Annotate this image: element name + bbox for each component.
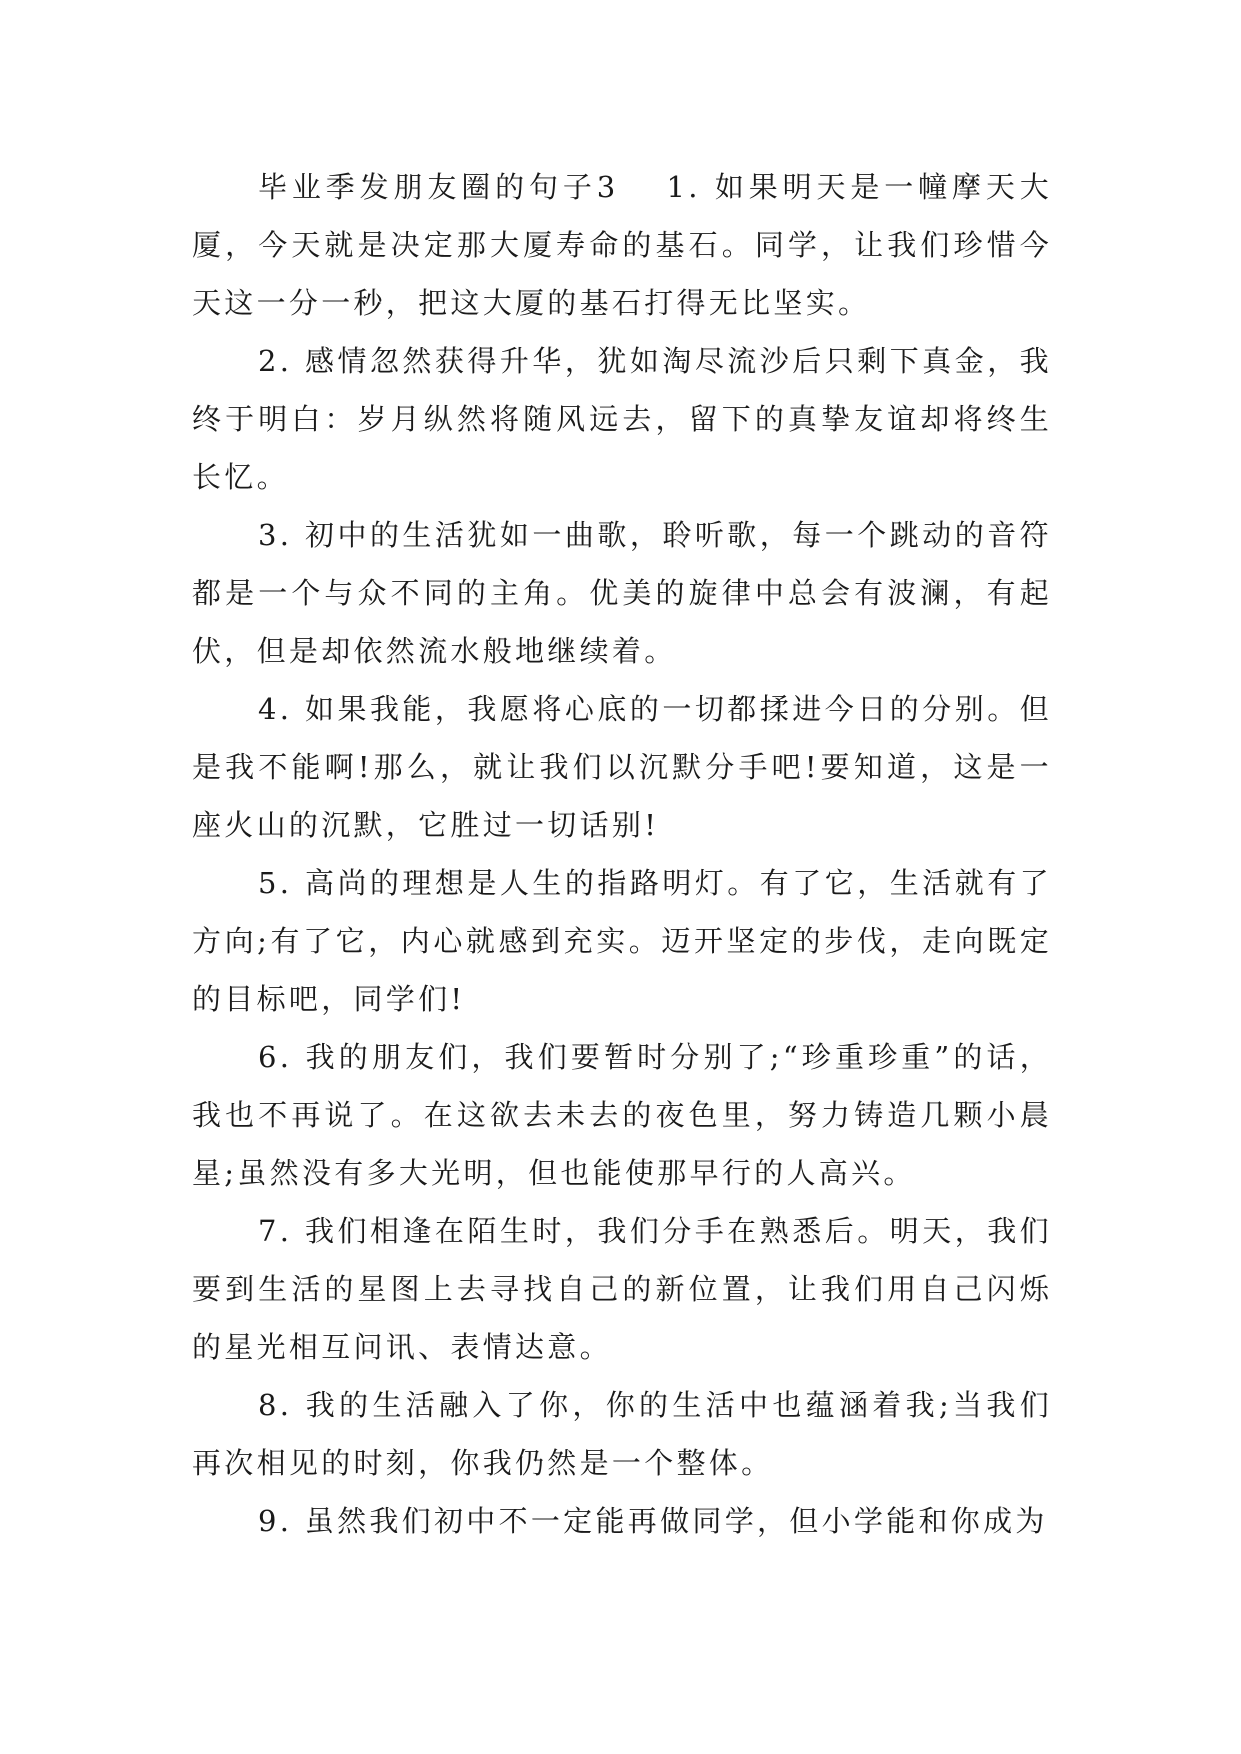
paragraph-5: 5. 高尚的理想是人生的指路明灯。有了它，生活就有了方向;有了它，内心就感到充实。迈开坚定的步伐，走向既定的目标吧，同学们! bbox=[192, 866, 1052, 1016]
document-heading: 毕业季发朋友圈的句子3 bbox=[258, 170, 619, 204]
paragraph-4: 4. 如果我能，我愿将心底的一切都揉进今日的分别。但是我不能啊!那么，就让我们以沉默分手吧!要知道，这是一座火山的沉默，它胜过一切话别! bbox=[192, 692, 1052, 842]
paragraph-7: 7. 我们相逢在陌生时，我们分手在熟悉后。明天，我们要到生活的星图上去寻找自己的新位置，让我们用自己闪烁的星光相互问讯、表情达意。 bbox=[192, 1214, 1052, 1364]
paragraph-2: 2. 感情忽然获得升华，犹如淘尽流沙后只剩下真金，我终于明白：岁月纵然将随风远去，留下的真挚友谊却将终生长忆。 bbox=[192, 344, 1052, 494]
paragraph-1 bbox=[192, 158, 1052, 332]
paragraph-3: 3. 初中的生活犹如一曲歌，聆听歌，每一个跳动的音符都是一个与众不同的主角。优美的旋律中总会有波澜，有起伏，但是却依然流水般地继续着。 bbox=[192, 518, 1052, 668]
paragraph-6: 6. 我的朋友们，我们要暂时分别了;“珍重珍重”的话，我也不再说了。在这欲去未去的夜色里，努力铸造几颗小晨星;虽然没有多大光明，但也能使那早行的人高兴。 bbox=[192, 1040, 1052, 1190]
paragraph-8: 8. 我的生活融入了你，你的生活中也蕴涵着我;当我们再次相见的时刻，你我仍然是一个整体。 bbox=[192, 1388, 1052, 1480]
document-page bbox=[192, 158, 1052, 1550]
paragraph-9: 9. 虽然我们初中不一定能再做同学，但小学能和你成为 bbox=[258, 1504, 1048, 1538]
paragraph-1-text: 1. 如果明天是一幢摩天大厦，今天就是决定那大厦寿命的基石。同学，让我们珍惜今天这一分一秒，把这大厦的基石打得无比坚实。 bbox=[192, 170, 1052, 320]
